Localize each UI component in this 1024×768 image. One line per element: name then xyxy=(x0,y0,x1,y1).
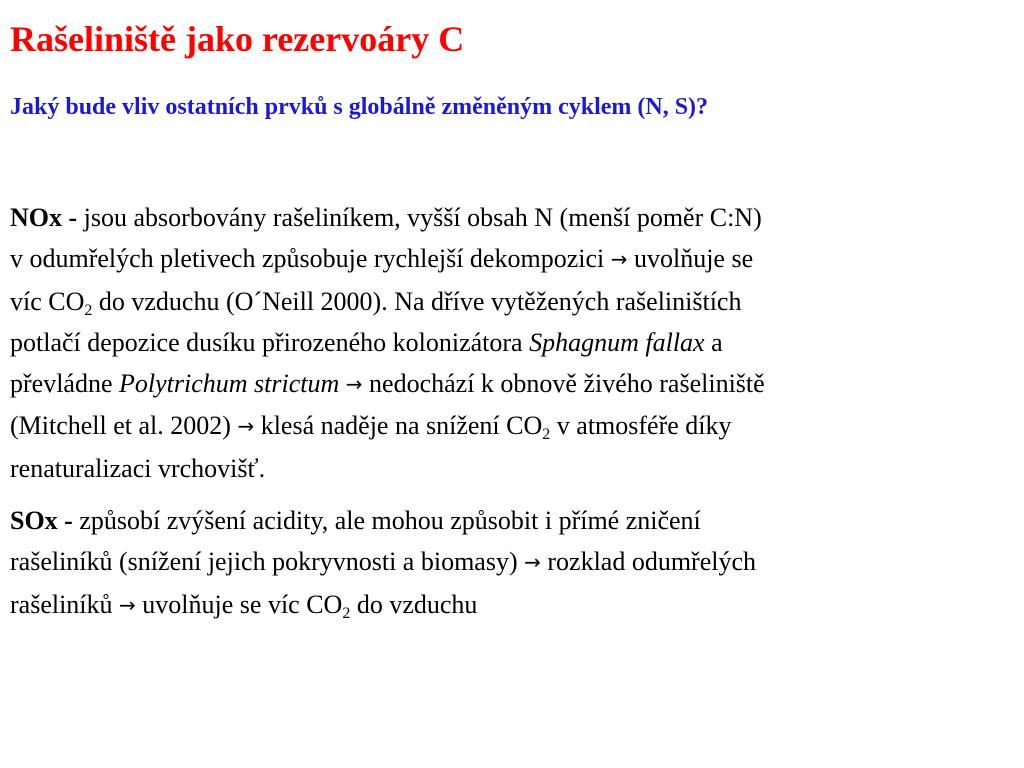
paragraph-sox xyxy=(10,500,1014,626)
co2-base: CO xyxy=(306,589,343,619)
sox-line-1 xyxy=(10,500,1014,541)
nox-text: do vzduchu (O´Neill 2000). Na dříve vytěžených rašeliništích xyxy=(92,286,742,316)
nox-line-7 xyxy=(10,448,1014,489)
sox-line-2 xyxy=(10,541,1014,583)
nox-line-5 xyxy=(10,363,1014,405)
nox-text: renaturalizaci vrchovišť. xyxy=(10,453,266,483)
sox-text: způsobí zvýšení acidity, ale mohou způsobit i přímé zničení xyxy=(72,506,701,535)
nox-text: jsou absorbovány rašeliníkem, vyšší obsah N (menší poměr C:N) xyxy=(77,203,762,232)
right-arrow-icon: → xyxy=(237,414,255,439)
co2-subscript: 2 xyxy=(342,604,351,622)
co2-base: CO xyxy=(48,286,85,316)
co2-formula xyxy=(48,286,93,319)
co2-formula xyxy=(306,589,351,622)
slide-subtitle: Jaký bude vliv ostatních prvků s globálně změněným cyklem (N, S)? xyxy=(10,94,709,120)
co2-subscript: 2 xyxy=(542,426,551,444)
paragraph-nox xyxy=(10,197,1014,489)
right-arrow-icon: → xyxy=(345,372,363,397)
sox-text: rašeliníků xyxy=(10,589,120,619)
sox-lead: SOx - xyxy=(10,506,73,535)
co2-formula xyxy=(506,411,551,444)
nox-text: víc xyxy=(10,286,49,316)
slide-title: Rašeliniště jako rezervoáry C xyxy=(10,19,465,59)
right-arrow-icon: → xyxy=(119,592,136,617)
nox-text: převládne xyxy=(10,369,120,399)
right-arrow-icon: → xyxy=(524,550,541,575)
sox-text: rašeliníků (snížení jejich pokryvnosti a biomasy) xyxy=(10,547,525,577)
co2-subscript: 2 xyxy=(84,301,93,319)
sox-text: uvolňuje se víc xyxy=(135,589,307,619)
nox-text: uvolňuje se xyxy=(627,244,754,274)
sox-text: do vzduchu xyxy=(350,589,478,619)
right-arrow-icon: → xyxy=(610,247,628,272)
nox-text: v atmosféře díky xyxy=(550,411,732,441)
nox-line-4 xyxy=(10,322,1014,363)
species-name: Sphagnum fallax xyxy=(529,327,705,357)
nox-text: nedochází k obnově živého rašeliniště xyxy=(362,369,765,399)
nox-text: potlačí depozice dusíku přirozeného kolonizátora xyxy=(10,327,530,357)
nox-line-2 xyxy=(10,238,1014,280)
species-name: Polytrichum strictum xyxy=(119,369,340,399)
nox-lead: NOx - xyxy=(10,203,78,232)
sox-text: rozklad odumřelých xyxy=(540,547,757,577)
sox-line-3 xyxy=(10,584,1014,626)
nox-text: a xyxy=(704,327,723,357)
nox-text: (Mitchell et al. 2002) xyxy=(10,411,238,441)
nox-line-6 xyxy=(10,405,1014,447)
nox-text: klesá naděje na snížení xyxy=(254,411,507,441)
nox-line-1 xyxy=(10,197,1014,238)
co2-base: CO xyxy=(506,411,543,441)
nox-text: v odumřelých pletivech způsobuje rychlejší dekompozici xyxy=(10,244,611,274)
nox-line-3 xyxy=(10,281,1014,322)
